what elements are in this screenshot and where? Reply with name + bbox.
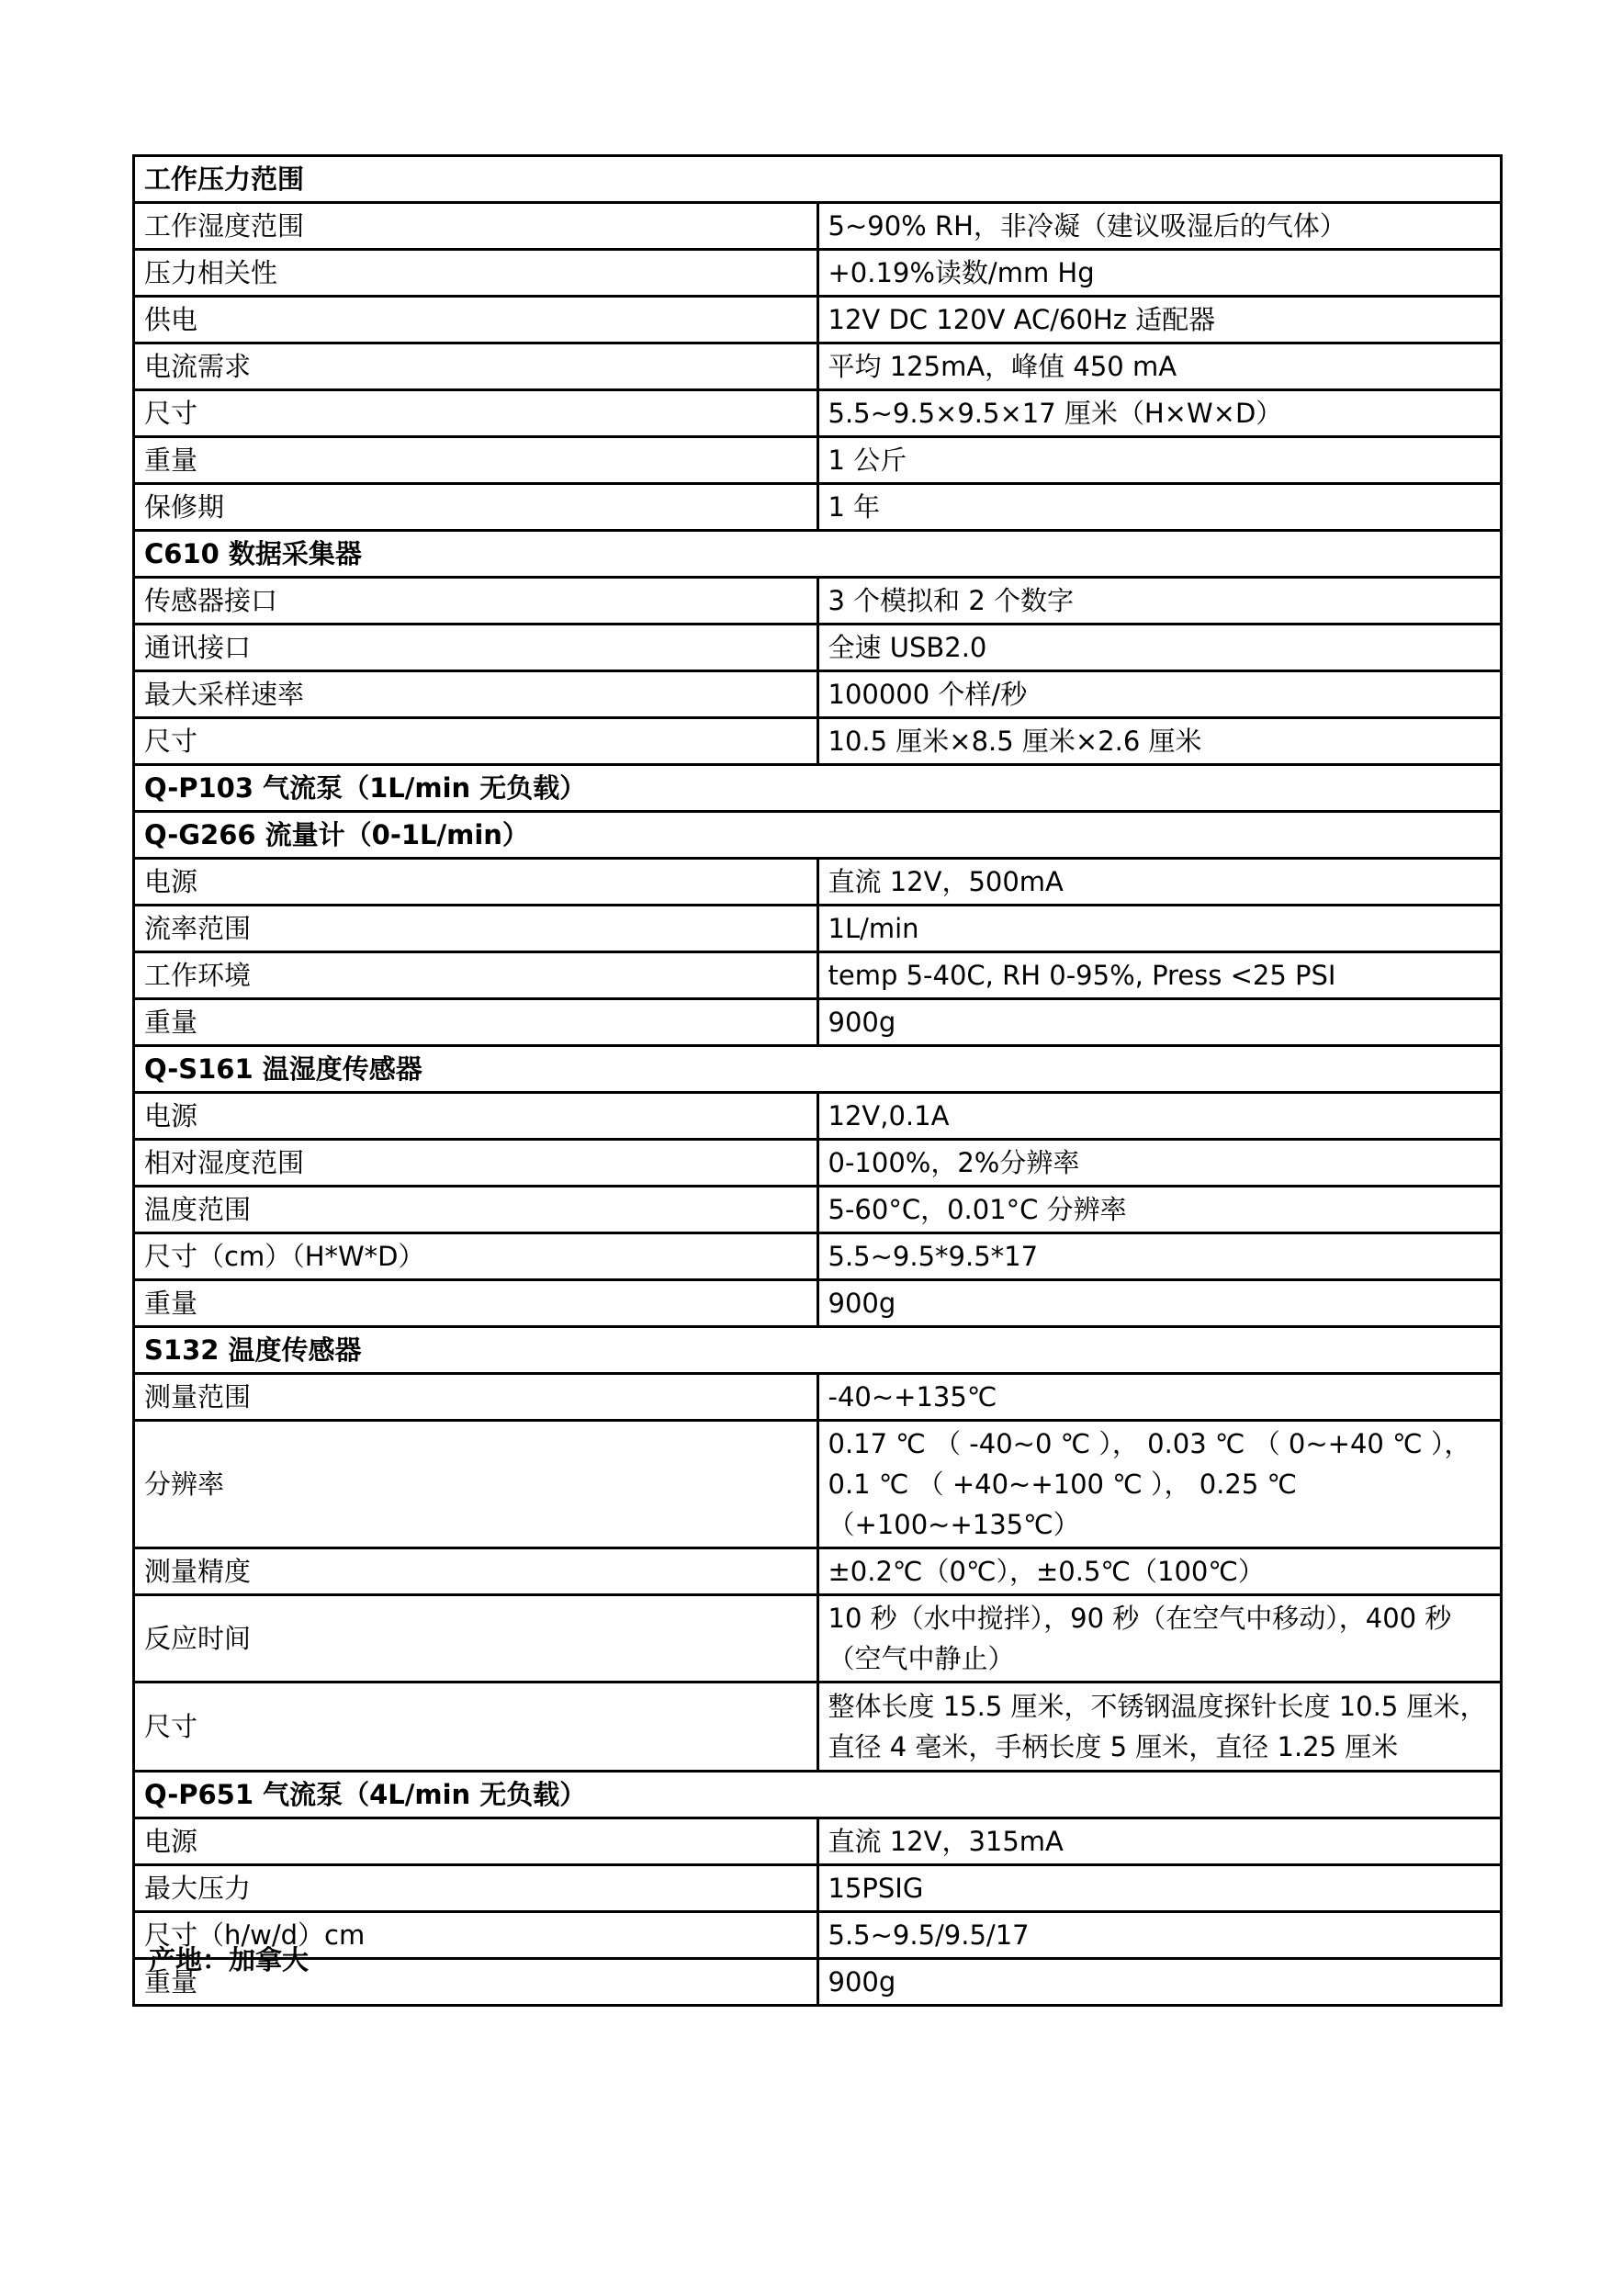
spec-value: 15PSIG [817,1865,1502,1912]
spec-row [134,1865,1502,1912]
spec-row [134,1959,1502,2006]
spec-label: 尺寸（cm）（H*W*D） [134,1233,818,1280]
spec-value: 100000 个样/秒 [817,671,1502,718]
spec-row [134,390,1502,437]
spec-label: 通讯接口 [134,625,818,671]
spec-value: 12V,0.1A [817,1093,1502,1140]
spec-value: 900g [817,1280,1502,1327]
section-header-row [134,156,1502,203]
spec-row [134,1093,1502,1140]
spec-label: 相对湿度范围 [134,1140,818,1187]
spec-label: 重量 [134,437,818,484]
spec-value: 10.5 厘米×8.5 厘米×2.6 厘米 [817,718,1502,765]
spec-row [134,437,1502,484]
spec-row [134,999,1502,1046]
spec-label: 重量 [134,999,818,1046]
spec-value: 直流 12V，500mA [817,859,1502,906]
spec-row [134,1912,1502,1959]
spec-value: 1 年 [817,484,1502,531]
spec-value: +0.19%读数/mm Hg [817,250,1502,297]
section-title: Q-G266 流量计（0-1L/min） [134,812,1502,859]
section-title: Q-S161 温湿度传感器 [134,1046,1502,1093]
spec-value: 3 个模拟和 2 个数字 [817,578,1502,625]
spec-value: 全速 USB2.0 [817,625,1502,671]
spec-value: 12V DC 120V AC/60Hz 适配器 [817,297,1502,343]
spec-label: 测量范围 [134,1374,818,1421]
spec-label: 尺寸（h/w/d）cm [134,1912,818,1959]
spec-label: 最大采样速率 [134,671,818,718]
section-title: S132 温度传感器 [134,1327,1502,1374]
origin-note: 产地：加拿大 [149,1944,310,1975]
spec-value: 0-100%，2%分辨率 [817,1140,1502,1187]
spec-value: -40~+135℃ [817,1374,1502,1421]
spec-value: 整体长度 15.5 厘米，不锈钢温度探针长度 10.5 厘米，直径 4 毫米，手柄长度 5 厘米，直径 1.25 厘米 [817,1683,1502,1772]
section-header-row [134,1046,1502,1093]
spec-table [132,154,1503,2007]
spec-row [134,625,1502,671]
spec-label: 反应时间 [134,1595,818,1683]
spec-label: 温度范围 [134,1187,818,1233]
spec-row [134,1595,1502,1683]
spec-value: 5-60°C，0.01°C 分辨率 [817,1187,1502,1233]
spec-row [134,718,1502,765]
spec-value: 900g [817,999,1502,1046]
spec-value: 平均 125mA，峰值 450 mA [817,343,1502,390]
spec-label: 保修期 [134,484,818,531]
section-title: Q-P651 气流泵（4L/min 无负载） [134,1772,1502,1818]
spec-label: 重量 [134,1280,818,1327]
spec-value: temp 5-40C, RH 0-95%, Press <25 PSI [817,952,1502,999]
spec-label: 供电 [134,297,818,343]
spec-row [134,1683,1502,1772]
spec-row [134,1187,1502,1233]
spec-label: 分辨率 [134,1421,818,1548]
spec-row [134,906,1502,952]
spec-row [134,1421,1502,1548]
spec-value: 0.17 ℃ （ -40~0 ℃ ）， 0.03 ℃ （ 0~+40 ℃ ）， 0.1 ℃ （ +40~+100 ℃ ）， 0.25 ℃ （+100~+135℃） [817,1421,1502,1548]
spec-value: 1L/min [817,906,1502,952]
spec-row [134,250,1502,297]
spec-label: 传感器接口 [134,578,818,625]
section-header-row [134,531,1502,578]
spec-label: 电流需求 [134,343,818,390]
spec-row [134,297,1502,343]
spec-value: 5.5~9.5/9.5/17 [817,1912,1502,1959]
spec-row [134,671,1502,718]
spec-value: 10 秒（水中搅拌），90 秒（在空气中移动），400 秒（空气中静止） [817,1595,1502,1683]
spec-table-body [134,156,1502,2006]
spec-row [134,1280,1502,1327]
spec-label: 尺寸 [134,1683,818,1772]
section-header-row [134,1772,1502,1818]
spec-row [134,343,1502,390]
spec-label: 工作湿度范围 [134,203,818,250]
spec-row [134,859,1502,906]
spec-row [134,1233,1502,1280]
spec-label: 流率范围 [134,906,818,952]
section-header-row [134,812,1502,859]
section-header-row [134,765,1502,812]
spec-row [134,484,1502,531]
spec-label: 工作环境 [134,952,818,999]
section-title: C610 数据采集器 [134,531,1502,578]
spec-row [134,578,1502,625]
spec-row [134,1548,1502,1595]
spec-value: 900g [817,1959,1502,2006]
spec-row [134,952,1502,999]
spec-label: 尺寸 [134,718,818,765]
spec-value: ±0.2℃（0℃），±0.5℃（100℃） [817,1548,1502,1595]
spec-value: 1 公斤 [817,437,1502,484]
spec-value: 5.5~9.5×9.5×17 厘米（H×W×D） [817,390,1502,437]
spec-label: 电源 [134,1093,818,1140]
section-title: 工作压力范围 [134,156,1502,203]
spec-label: 电源 [134,1818,818,1865]
spec-value: 5~90% RH，非冷凝（建议吸湿后的气体） [817,203,1502,250]
section-title: Q-P103 气流泵（1L/min 无负载） [134,765,1502,812]
spec-row [134,1374,1502,1421]
spec-value: 直流 12V，315mA [817,1818,1502,1865]
spec-row [134,203,1502,250]
spec-label: 电源 [134,859,818,906]
spec-label: 尺寸 [134,390,818,437]
section-header-row [134,1327,1502,1374]
spec-label: 压力相关性 [134,250,818,297]
spec-label: 测量精度 [134,1548,818,1595]
spec-row [134,1140,1502,1187]
spec-label: 最大压力 [134,1865,818,1912]
spec-label: 重量 [134,1959,818,2006]
spec-value: 5.5~9.5*9.5*17 [817,1233,1502,1280]
spec-row [134,1818,1502,1865]
